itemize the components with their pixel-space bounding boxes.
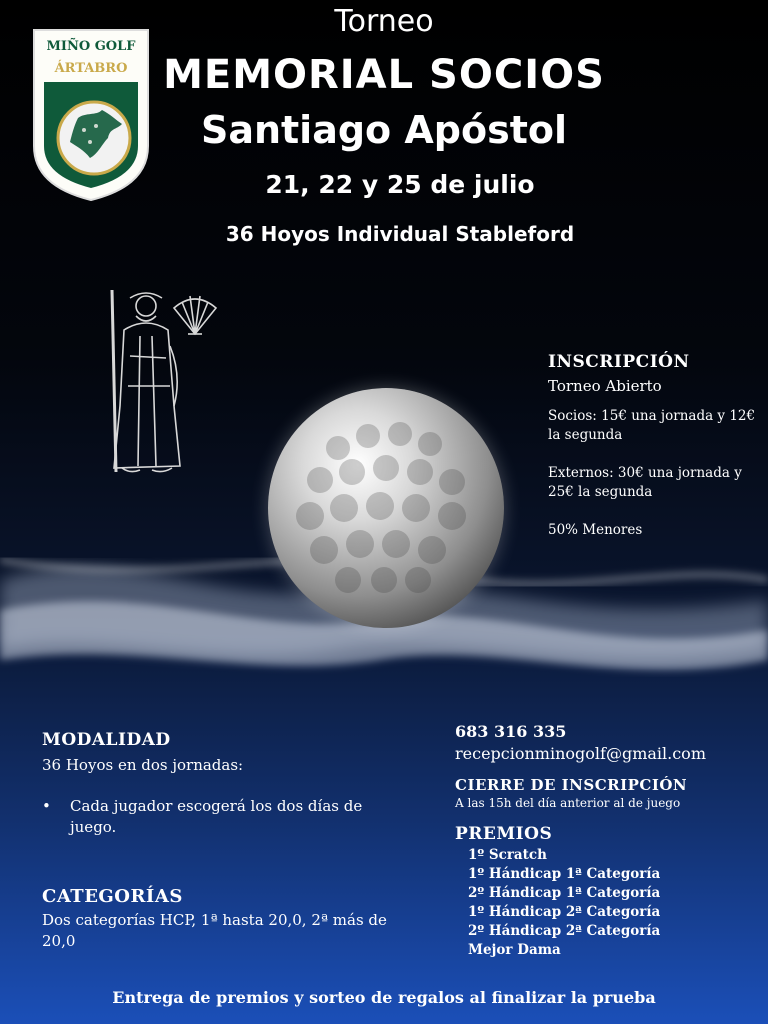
title-memorial: MEMORIAL SOCIOS <box>163 52 605 98</box>
golf-ball-icon <box>268 388 504 628</box>
premios-heading: PREMIOS <box>455 824 553 844</box>
inscripcion-socios: Socios: 15€ una jornada y 12€ la segunda <box>548 408 756 443</box>
premios-list <box>468 846 748 960</box>
modalidad-heading: MODALIDAD <box>42 730 171 750</box>
modalidad-bullet <box>42 796 412 838</box>
inscripcion-subheading: Torneo Abierto <box>548 377 662 395</box>
inscripcion-externos: Externos: 30€ una jornada y 25€ la segunda <box>548 465 742 500</box>
title-torneo: Torneo <box>334 4 434 39</box>
premio-item: 1º Hándicap 2ª Categoría <box>468 904 661 920</box>
logo-line1: MIÑO GOLF <box>46 39 136 54</box>
bullet-symbol: • <box>42 797 51 815</box>
tournament-format: 36 Hoyos Individual Stableford <box>225 222 575 246</box>
scallop-shell-icon <box>170 290 220 338</box>
premio-item: 2º Hándicap 1ª Categoría <box>468 885 661 901</box>
premio-item: 1º Scratch <box>468 847 547 863</box>
modalidad-bullet-text: Cada jugador escogerá los dos días de juego. <box>70 797 363 836</box>
inscripcion-menores: 50% Menores <box>548 522 643 538</box>
contact-email: recepcionminogolf@gmail.com <box>455 744 706 763</box>
inscripcion-heading: INSCRIPCIÓN <box>548 352 690 372</box>
premio-item: Mejor Dama <box>468 942 561 958</box>
modalidad-text: 36 Hoyos en dos jornadas: <box>42 756 244 774</box>
cierre-heading: CIERRE DE INSCRIPCIÓN <box>455 776 688 794</box>
footer-text: Entrega de premios y sorteo de regalos al finalizar la prueba <box>112 988 656 1007</box>
cierre-text: A las 15h del día anterior al de juego <box>455 796 681 810</box>
tournament-dates: 21, 22 y 25 de julio <box>265 170 535 199</box>
title-santiago: Santiago Apóstol <box>200 108 568 152</box>
categorias-text: Dos categorías HCP, 1ª hasta 20,0, 2ª más de 20,0 <box>42 911 387 950</box>
premio-item: 2º Hándicap 2ª Categoría <box>468 923 661 939</box>
premio-item: 1º Hándicap 1ª Categoría <box>468 866 661 882</box>
contact-phone: 683 316 335 <box>455 722 567 741</box>
categorias-heading: CATEGORÍAS <box>42 886 183 907</box>
logo-line2: ÁRTABRO <box>54 61 128 76</box>
